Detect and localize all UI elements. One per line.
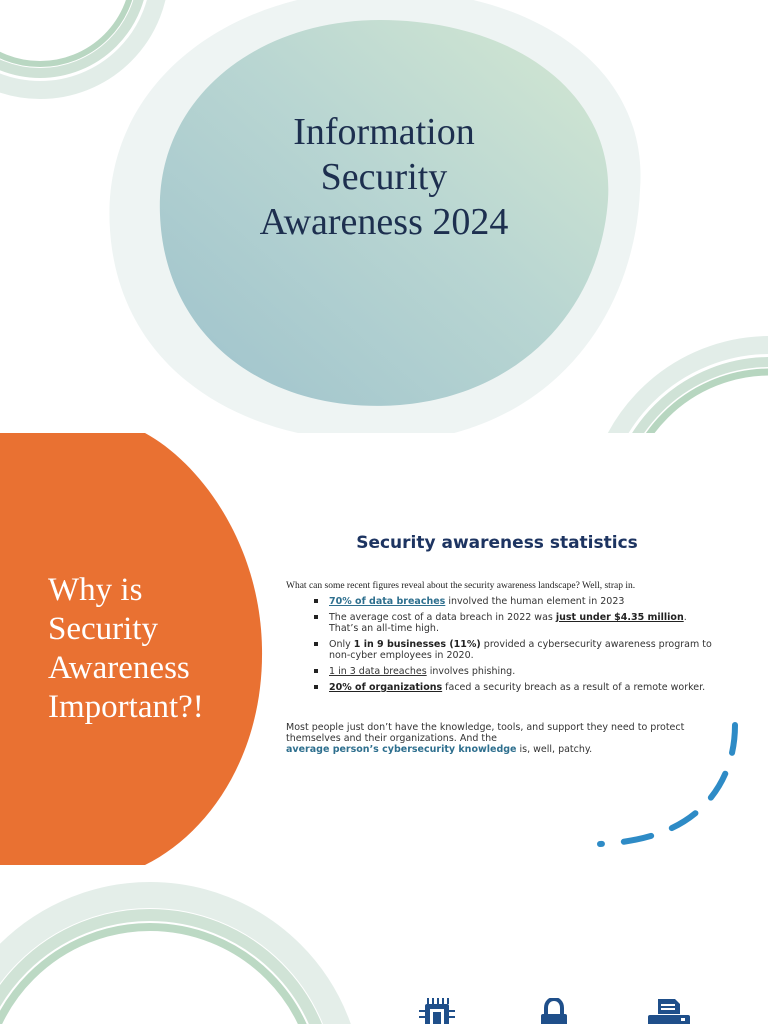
title-line: Awareness 2024 [259,201,509,243]
stat-text: provided a cybersecurity awareness program to non-cyber employees in 2020. [329,639,712,661]
stats-intro: What can some recent figures reveal about the security awareness landscape? Well, strap in. [286,581,636,591]
stat-highlight: just under $4.35 million [555,612,684,623]
closing-link[interactable]: average person’s cybersecurity knowledge [286,744,517,755]
side-title-line: Why is [48,572,143,608]
title-line: Information [293,111,475,153]
stat-item [314,596,714,607]
side-title-line: Important?! [48,689,204,725]
stat-link[interactable]: 1 in 3 data breaches [329,666,427,677]
stat-text: faced a security breach as a result of a remote worker. [442,682,706,693]
stat-text: involves phishing. [426,666,516,677]
stat-text: . That’s an all-time high. [329,612,687,634]
printer-icon [646,998,692,1024]
stat-highlight: 1 in 9 businesses (11%) [353,639,481,650]
closing-paragraph [286,722,716,755]
stat-link[interactable]: 70% of data breaches [329,596,446,607]
slide-title [0,0,768,433]
stat-text: The average cost of a data breach in 2022 was [329,612,556,623]
stat-text: involved the human element in 2023 [445,596,625,607]
closing-text: Most people just don’t have the knowledge, tools, and support they need to protect themselves and their organizations. And the [286,722,685,744]
stats-heading: Security awareness statistics [356,533,638,553]
chip-icon [418,998,456,1024]
side-title-line: Security [48,611,158,647]
stat-item [314,682,714,693]
side-title [48,571,248,727]
stat-link[interactable]: 20% of organizations [329,682,443,693]
stat-item [314,612,714,634]
stat-text: Only [329,639,354,650]
title-line: Security [320,156,448,198]
slide-icons [0,865,768,1024]
stat-item [314,666,714,677]
side-title-line: Awareness [48,650,190,686]
slide-statistics [0,433,768,865]
presentation-title [200,110,568,245]
stats-list [314,596,714,698]
stat-item [314,639,714,661]
closing-end: is, well, patchy. [516,744,593,755]
lock-icon [538,998,570,1024]
